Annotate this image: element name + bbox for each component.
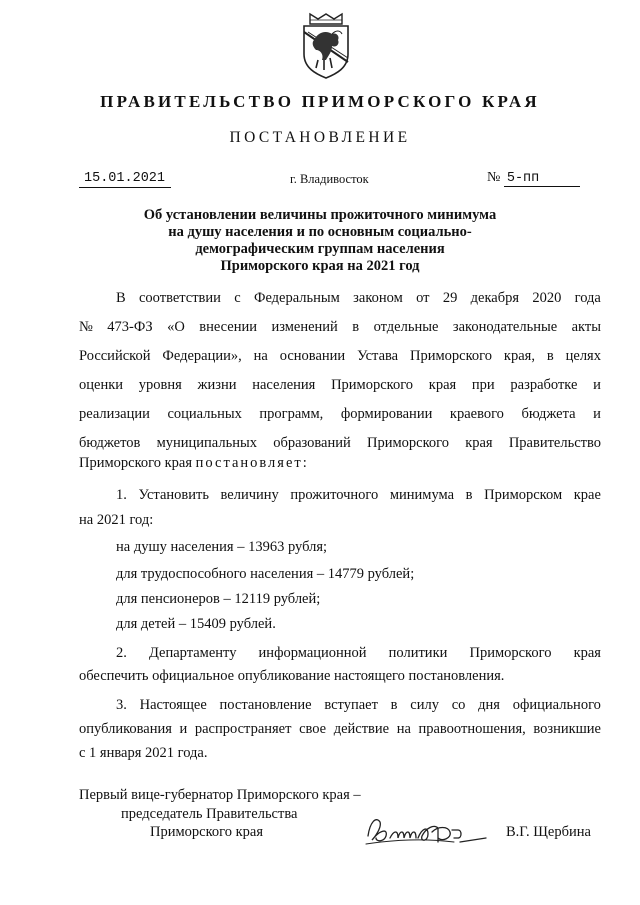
document-title — [120, 207, 520, 275]
number-label: № — [487, 170, 501, 185]
word: Федеральным — [253, 290, 340, 306]
word: соответствии — [138, 290, 221, 306]
document-number — [487, 170, 580, 187]
word: бюджета — [521, 406, 576, 422]
document-city: г. Владивосток — [290, 172, 369, 186]
word: свое — [299, 721, 327, 737]
word: на — [253, 348, 268, 364]
word: постановление — [219, 697, 312, 713]
word: в — [390, 697, 398, 713]
word: прожиточного — [290, 487, 379, 503]
body-line — [79, 643, 601, 663]
word: в — [546, 348, 554, 364]
word: информационной — [258, 645, 367, 661]
body-line — [79, 485, 601, 505]
signatory-position: председатель Правительства — [121, 806, 298, 822]
title-line: демографическим группам населения — [195, 241, 445, 257]
word: реализации — [79, 406, 150, 422]
word: муниципальных — [156, 435, 257, 451]
word: края — [573, 645, 601, 661]
word: Российской — [79, 348, 151, 364]
word: распространяет — [194, 721, 292, 737]
word: года — [574, 290, 601, 306]
body-line — [79, 453, 601, 473]
title-line: Приморского края на 2021 год — [220, 258, 420, 274]
word: декабря — [470, 290, 520, 306]
word: Устава — [357, 348, 399, 364]
word: края, — [503, 348, 535, 364]
word: 2. — [116, 645, 127, 661]
word: 29 — [442, 290, 458, 306]
word: № — [79, 319, 93, 335]
word: Приморского — [469, 645, 552, 661]
word: края — [428, 377, 457, 393]
body-line: на 2021 год: — [79, 512, 154, 528]
word: уровня — [138, 377, 182, 393]
organization-name: ПРАВИТЕЛЬСТВО ПРИМОРСКОГО КРАЯ — [100, 92, 540, 111]
word: «О — [167, 319, 185, 335]
body-line — [79, 288, 601, 308]
word: на — [396, 721, 411, 737]
word: возникшие — [533, 721, 601, 737]
word: Настоящее — [139, 697, 207, 713]
body-line — [79, 317, 601, 337]
word: в — [465, 487, 473, 503]
word: бюджетов — [79, 435, 141, 451]
word: опубликования — [79, 721, 172, 737]
word: краевого — [449, 406, 504, 422]
word: со — [451, 697, 466, 713]
word: правоотношения, — [418, 721, 526, 737]
body-line: обеспечить официальное опубликование настоящего постановления. — [79, 668, 505, 684]
document-type: ПОСТАНОВЛЕНИЕ — [229, 129, 411, 146]
word: изменений — [271, 319, 338, 335]
word: Правительство — [508, 435, 601, 451]
document-date: 15.01.2021 — [79, 171, 171, 188]
subsistence-children: для детей – 15409 рублей. — [116, 616, 276, 632]
word: Приморском — [484, 487, 563, 503]
body-text: Приморского края — [79, 455, 196, 471]
word: и — [179, 721, 188, 737]
word: минимума — [389, 487, 455, 503]
word: дня — [478, 697, 500, 713]
word: отдельные — [373, 319, 439, 335]
word: действие — [333, 721, 390, 737]
subsistence-pensioners: для пенсионеров – 12119 рублей; — [116, 591, 321, 607]
word: законом — [353, 290, 403, 306]
body-line — [79, 719, 601, 739]
coat-of-arms-icon — [296, 10, 356, 80]
number-value: 5-пп — [504, 171, 580, 187]
word: социальных — [167, 406, 242, 422]
word: официального — [512, 697, 601, 713]
word: с — [234, 290, 241, 306]
body-line — [79, 695, 601, 715]
signatory-position: Первый вице-губернатор Приморского края – — [79, 787, 361, 803]
word: 1. — [116, 487, 127, 503]
word: населения — [252, 377, 316, 393]
body-line — [79, 433, 601, 453]
word: законодательные — [452, 319, 558, 335]
word: Приморского — [331, 377, 414, 393]
word: разработке — [510, 377, 578, 393]
word: величину — [220, 487, 279, 503]
word: в — [352, 319, 360, 335]
word: образований — [273, 435, 351, 451]
word: от — [416, 290, 430, 306]
title-line: на душу населения и по основным социально- — [168, 224, 472, 240]
word: силу — [410, 697, 439, 713]
word: акты — [571, 319, 601, 335]
body-line — [79, 375, 601, 395]
word: программ, — [259, 406, 324, 422]
word: Приморского — [410, 348, 493, 364]
signatory-position: Приморского края — [150, 824, 264, 840]
title-line: Об установлении величины прожиточного минимума — [143, 207, 497, 223]
word: Установить — [138, 487, 209, 503]
body-line — [79, 346, 601, 366]
word: Департаменту — [148, 645, 237, 661]
subsistence-per-capita: на душу населения – 13963 рубля; — [116, 539, 328, 555]
handwritten-signature — [362, 808, 490, 852]
word: крае — [573, 487, 601, 503]
word: основании — [279, 348, 346, 364]
word: края — [465, 435, 493, 451]
word: 3. — [116, 697, 127, 713]
subsistence-working-age: для трудоспособного населения – 14779 рублей; — [116, 566, 415, 582]
word: целях — [565, 348, 601, 364]
body-line: с 1 января 2021 года. — [79, 745, 208, 761]
word: жизни — [197, 377, 237, 393]
word: и — [593, 377, 601, 393]
word: оценки — [79, 377, 124, 393]
word: формировании — [340, 406, 433, 422]
word: Федерации», — [162, 348, 242, 364]
word: политики — [388, 645, 448, 661]
word: внесении — [199, 319, 257, 335]
word: вступает — [324, 697, 378, 713]
body-line — [79, 404, 601, 424]
word: В — [116, 290, 126, 306]
decree-word: постановляет: — [195, 455, 309, 471]
word: при — [471, 377, 495, 393]
word: Приморского — [366, 435, 449, 451]
word: 473-ФЗ — [107, 319, 153, 335]
signatory-name: В.Г. Щербина — [506, 824, 591, 840]
word: 2020 — [532, 290, 562, 306]
word: и — [593, 406, 601, 422]
